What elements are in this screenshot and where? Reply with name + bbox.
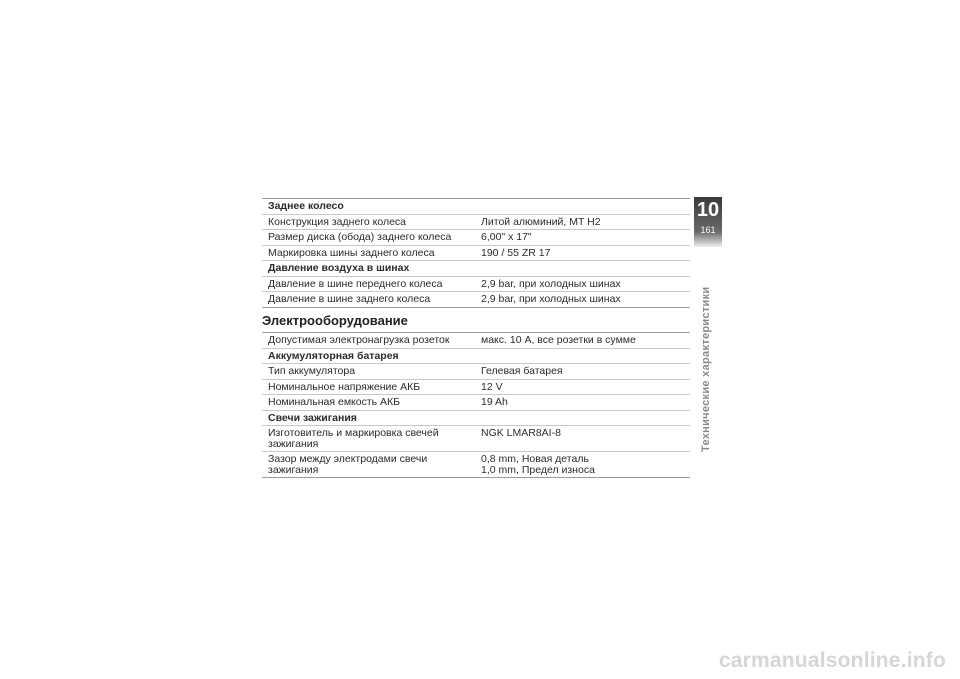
spark-plugs-heading: Свечи зажигания: [268, 411, 357, 424]
row-label: Маркировка шины заднего колеса: [268, 246, 435, 259]
row-value: 2,9 bar, при холодных шинах: [481, 277, 621, 290]
row-label: Номинальное напряжение АКБ: [268, 380, 421, 393]
table-row: [262, 215, 690, 231]
row-label: Допустимая электронагрузка розеток: [268, 334, 450, 346]
row-label: Зазор между электродами свечи зажигания: [268, 453, 428, 476]
table-row: [262, 380, 690, 396]
chapter-title-vertical: Технические характеристики: [700, 286, 712, 452]
row-value-multiline: [475, 452, 690, 477]
table-row: [262, 246, 690, 262]
table-row: [262, 395, 690, 411]
table-section-header: [262, 261, 690, 277]
row-value-line: 1,0 mm, Предел износа: [481, 463, 595, 476]
row-label: Номинальная емкость АКБ: [268, 396, 401, 408]
table-section-header: [262, 411, 690, 427]
row-value: Литой алюминий, MT H2: [481, 215, 601, 228]
row-label: Давление в шине заднего колеса: [268, 293, 431, 305]
chapter-number: 10: [696, 199, 720, 221]
row-value: 190 / 55 ZR 17: [481, 246, 551, 259]
row-value: 6,00" x 17": [481, 231, 532, 243]
table-row: [262, 332, 690, 349]
tire-pressure-heading: Давление воздуха в шинах: [268, 262, 410, 274]
row-label: Давление в шине переднего колеса: [268, 277, 443, 290]
page-number: 161: [700, 225, 716, 235]
table-row: [262, 277, 690, 293]
table-section-header: [262, 198, 690, 215]
rear-wheel-heading: Заднее колесо: [268, 200, 344, 212]
row-value: 19 Ah: [481, 396, 508, 408]
row-value: 2,9 bar, при холодных шинах: [481, 293, 621, 305]
table-row: [262, 230, 690, 246]
watermark: carmanualsonline.info: [718, 649, 946, 672]
table-row: [262, 292, 690, 308]
battery-heading: Аккумуляторная батарея: [268, 349, 399, 362]
row-value: 12 V: [481, 380, 503, 393]
row-value: макс. 10 А, все розетки в сумме: [481, 334, 636, 346]
row-value-line: 0,8 mm, Новая деталь: [481, 453, 589, 465]
row-value: NGK LMAR8AI-8: [481, 427, 561, 439]
row-label: Изготовитель и маркировка свечей зажигания: [268, 427, 439, 450]
electrical-section-title: Электрооборудование: [262, 313, 408, 328]
table-row: [262, 426, 690, 452]
row-label: Размер диска (обода) заднего колеса: [268, 231, 452, 243]
row-label: Конструкция заднего колеса: [268, 215, 407, 228]
electrical-table: [262, 332, 690, 478]
row-value: Гелевая батарея: [481, 365, 563, 377]
table-row: [262, 452, 690, 478]
rear-wheel-table: [262, 198, 690, 308]
chapter-tab: [694, 197, 722, 247]
row-label: Тип аккумулятора: [268, 365, 356, 377]
table-section-header: [262, 349, 690, 365]
table-row: [262, 364, 690, 380]
